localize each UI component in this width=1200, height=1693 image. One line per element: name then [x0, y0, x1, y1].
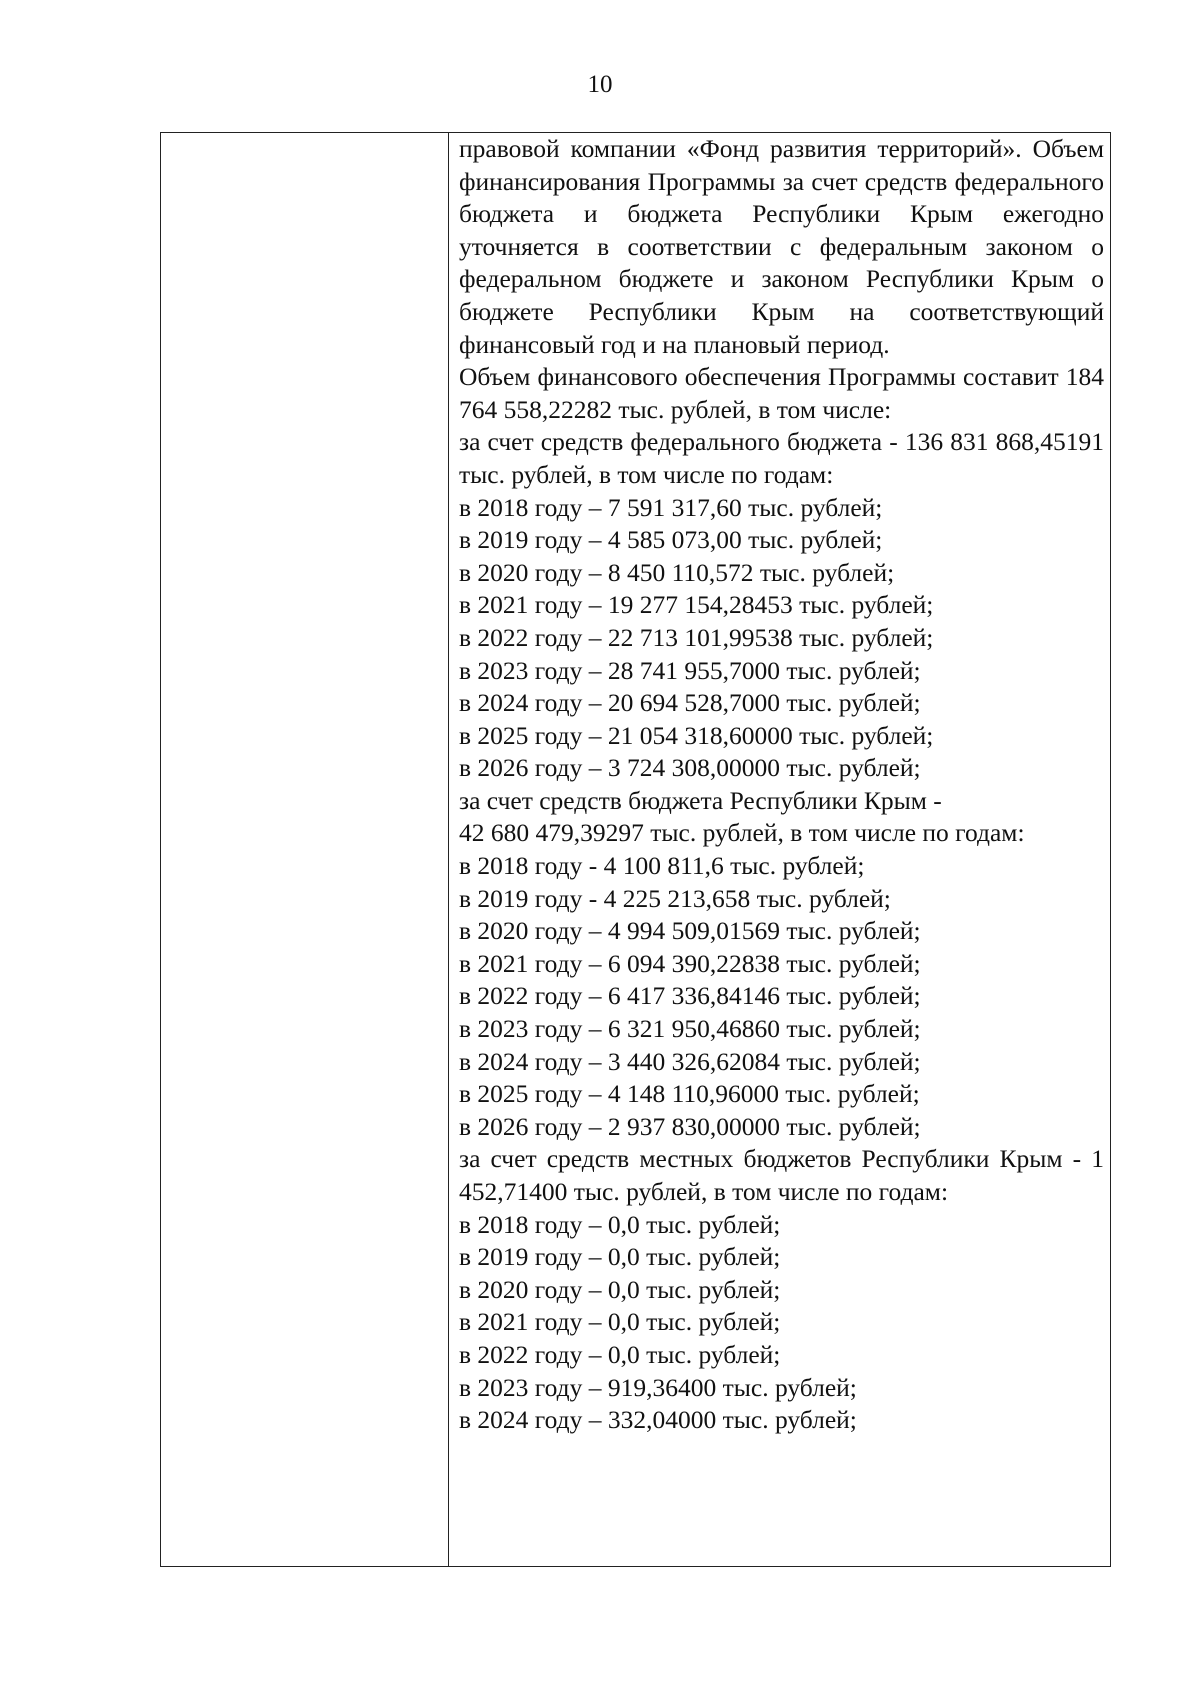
page-number: 10	[587, 71, 613, 98]
content-cell	[449, 133, 1111, 1567]
federal-year-line: в 2026 году – 3 724 308,00000 тыс. рублей;	[459, 753, 921, 783]
federal-year-line: в 2025 году – 21 054 318,60000 тыс. рублей;	[459, 720, 934, 750]
federal-year-line: в 2023 году – 28 741 955,7000 тыс. рублей;	[459, 655, 921, 685]
passport-table	[160, 132, 1111, 1567]
republic-budget-intro: за счет средств бюджета Республики Крым -	[459, 785, 942, 815]
republic-year-line: в 2018 году - 4 100 811,6 тыс. рублей;	[459, 851, 865, 881]
local-year-line: в 2019 году – 0,0 тыс. рублей;	[459, 1242, 781, 1272]
financing-paragraph: правовой компании «Фонд развития территорий». Объем финансирования Программы за счет средств федерального бюджета и бюджета Республики Крым ежегодно уточняется в соответствии с федеральным законом о федеральном бюджете и законом Республики Крым о бюджете Республики Крым на соответствующий финансовый год и на плановый период.	[459, 134, 1104, 359]
republic-year-line: в 2025 году – 4 148 110,96000 тыс. рублей;	[459, 1079, 920, 1109]
local-year-line: в 2023 году – 919,36400 тыс. рублей;	[459, 1372, 857, 1402]
local-year-line: в 2021 году – 0,0 тыс. рублей;	[459, 1307, 781, 1337]
federal-year-line: в 2018 году – 7 591 317,60 тыс. рублей;	[459, 492, 883, 522]
local-years-list	[459, 1209, 1104, 1437]
local-year-line: в 2022 году – 0,0 тыс. рублей;	[459, 1339, 781, 1369]
republic-years-list	[459, 850, 1104, 1143]
federal-budget-intro: за счет средств федерального бюджета - 136 831 868,45191 тыс. рублей, в том числе по годам:	[459, 427, 1104, 489]
financing-text	[449, 133, 1110, 1437]
local-year-line: в 2018 году – 0,0 тыс. рублей;	[459, 1209, 781, 1239]
federal-year-line: в 2022 году – 22 713 101,99538 тыс. рублей;	[459, 622, 934, 652]
federal-year-line: в 2019 году – 4 585 073,00 тыс. рублей;	[459, 525, 883, 555]
republic-year-line: в 2019 году - 4 225 213,658 тыс. рублей;	[459, 883, 891, 913]
federal-years-list	[459, 492, 1104, 785]
republic-year-line: в 2020 году – 4 994 509,01569 тыс. рублей;	[459, 916, 921, 946]
republic-budget-total: 42 680 479,39297 тыс. рублей, в том числе по годам:	[459, 818, 1025, 848]
federal-year-line: в 2021 году – 19 277 154,28453 тыс. рублей;	[459, 590, 934, 620]
local-budget-intro: за счет средств местных бюджетов Республики Крым - 1 452,71400 тыс. рублей, в том числе по годам:	[459, 1144, 1104, 1206]
republic-year-line: в 2024 году – 3 440 326,62084 тыс. рублей;	[459, 1046, 921, 1076]
local-year-line: в 2024 году – 332,04000 тыс. рублей;	[459, 1405, 857, 1435]
republic-year-line: в 2026 году – 2 937 830,00000 тыс. рублей;	[459, 1111, 921, 1141]
federal-year-line: в 2024 году – 20 694 528,7000 тыс. рублей;	[459, 688, 921, 718]
republic-year-line: в 2021 году – 6 094 390,22838 тыс. рублей;	[459, 948, 921, 978]
republic-year-line: в 2022 году – 6 417 336,84146 тыс. рублей;	[459, 981, 921, 1011]
label-cell	[161, 133, 449, 1567]
federal-year-line: в 2020 году – 8 450 110,572 тыс. рублей;	[459, 557, 895, 587]
local-year-line: в 2020 году – 0,0 тыс. рублей;	[459, 1274, 781, 1304]
total-financing-paragraph: Объем финансового обеспечения Программы составит 184 764 558,22282 тыс. рублей, в том числе:	[459, 362, 1104, 424]
table-row	[161, 133, 1111, 1567]
republic-year-line: в 2023 году – 6 321 950,46860 тыс. рублей;	[459, 1014, 921, 1044]
